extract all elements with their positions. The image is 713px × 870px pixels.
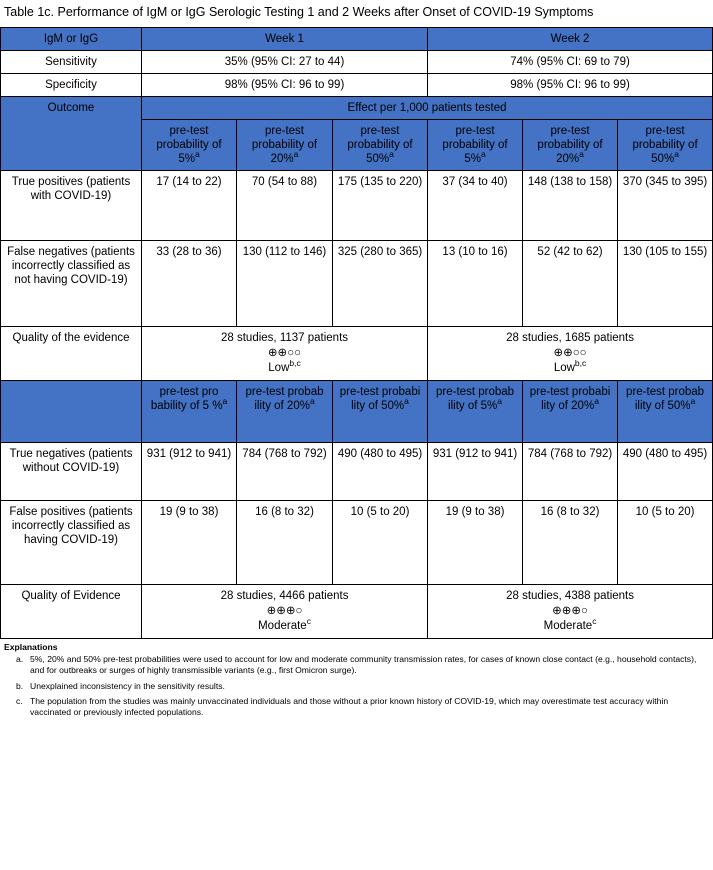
specificity-week2: 98% (95% CI: 96 to 99)	[428, 73, 713, 96]
explanation-text-b: Unexplained inconsistency in the sensitivity results.	[30, 680, 225, 691]
pretest2-header-w1-5: pre-test pro bability of 5 %$^a$	[142, 380, 237, 442]
false-positives-w2-20: 16 (8 to 32)	[523, 500, 618, 584]
explanation-marker-a: a.	[16, 654, 24, 665]
false-negatives-w1-20: 130 (112 to 146)	[237, 240, 333, 326]
explanation-marker-b: b.	[16, 680, 24, 691]
table-caption: Table 1c. Performance of IgM or IgG Serologic Testing 1 and 2 Weeks after Onset of COVID-19 Symptoms	[4, 5, 594, 19]
pretest2-header-w1-20: pre-test probab ility of 20%$^a$	[237, 380, 333, 442]
false-negatives-w1-5: 33 (28 to 36)	[142, 240, 237, 326]
quality-evidence-1-week1: 28 studies, 1137 patients ⊕⊕○○ Low$^{b,c}$	[142, 326, 428, 380]
true-negatives-w1-50: 490 (480 to 495)	[333, 442, 428, 500]
true-positives-w1-20: 70 (54 to 88)	[237, 170, 333, 240]
true-negatives-w2-50: 490 (480 to 495)	[618, 442, 713, 500]
true-negatives-w1-5: 931 (912 to 941)	[142, 442, 237, 500]
week1-header: Week 1	[142, 27, 428, 50]
pretest-header-w1-5: pre-test probability of 5%$^a$	[142, 119, 237, 170]
blank-header-cell	[1, 380, 142, 442]
table-row-quality-evidence-2	[1, 584, 713, 638]
pretest2-header-w2-5: pre-test probab ility of 5%$^a$	[428, 380, 523, 442]
false-positives-w2-50: 10 (5 to 20)	[618, 500, 713, 584]
pretest-header-row-2	[1, 380, 713, 442]
pretest2-header-w2-50: pre-test probab ility of 50%$^a$	[618, 380, 713, 442]
false-negatives-w2-50: 130 (105 to 155)	[618, 240, 713, 326]
explanation-text-c: The population from the studies was mainly unvaccinated individuals and those without a prior known history of COVID-19, which may overestimate test accuracy within vaccinated or previously infected populations.	[30, 696, 669, 718]
row-label-specificity: Specificity	[1, 73, 142, 96]
pretest-header-w2-20: pre-test probability of 20%$^a$	[523, 119, 618, 170]
false-positives-w2-5: 19 (9 to 38)	[428, 500, 523, 584]
row-label-quality-evidence-1: Quality of the evidence	[1, 326, 142, 380]
true-negatives-w2-5: 931 (912 to 941)	[428, 442, 523, 500]
week2-header: Week 2	[428, 27, 713, 50]
explanation-item	[4, 696, 707, 723]
quality-evidence-1-week2: 28 studies, 1685 patients ⊕⊕○○ Low$^{b,c}$	[428, 326, 713, 380]
row-label-quality-evidence-2: Quality of Evidence	[1, 584, 142, 638]
false-positives-w1-5: 19 (9 to 38)	[142, 500, 237, 584]
quality-evidence-2-week1: 28 studies, 4466 patients ⊕⊕⊕○ Moderate$^c$	[142, 584, 428, 638]
row-label-true-positives: True positives (patients with COVID-19)	[1, 170, 142, 240]
table-row-specificity	[1, 73, 713, 96]
outcome-header: Outcome	[1, 96, 142, 170]
explanation-item	[4, 654, 707, 681]
week-header-row	[1, 27, 713, 50]
quality-evidence-2-week2: 28 studies, 4388 patients ⊕⊕⊕○ Moderate$^c$	[428, 584, 713, 638]
true-positives-w1-50: 175 (135 to 220)	[333, 170, 428, 240]
pretest-header-w1-50: pre-test probability of 50%$^a$	[333, 119, 428, 170]
true-negatives-w1-20: 784 (768 to 792)	[237, 442, 333, 500]
sensitivity-week2: 74% (95% CI: 69 to 79)	[428, 50, 713, 73]
table-row-quality-evidence-1	[1, 326, 713, 380]
table-row-false-negatives	[1, 240, 713, 326]
specificity-week1: 98% (95% CI: 96 to 99)	[142, 73, 428, 96]
row-label-true-negatives: True negatives (patients without COVID-19)	[1, 442, 142, 500]
explanations-section	[0, 639, 713, 723]
table-row-true-negatives	[1, 442, 713, 500]
pretest2-header-w1-50: pre-test probabi lity of 50%$^a$	[333, 380, 428, 442]
true-positives-w2-20: 148 (138 to 158)	[523, 170, 618, 240]
false-positives-w1-50: 10 (5 to 20)	[333, 500, 428, 584]
table-row-false-positives	[1, 500, 713, 584]
test-type-header: IgM or IgG	[1, 27, 142, 50]
false-negatives-w1-50: 325 (280 to 365)	[333, 240, 428, 326]
true-positives-w2-50: 370 (345 to 395)	[618, 170, 713, 240]
false-negatives-w2-5: 13 (10 to 16)	[428, 240, 523, 326]
explanation-item	[4, 681, 707, 696]
false-positives-w1-20: 16 (8 to 32)	[237, 500, 333, 584]
pretest-header-w1-20: pre-test probability of 20%$^a$	[237, 119, 333, 170]
row-label-false-negatives: False negatives (patients incorrectly classified as not having COVID-19)	[1, 240, 142, 326]
pretest-header-w2-50: pre-test probability of 50%$^a$	[618, 119, 713, 170]
false-negatives-w2-20: 52 (42 to 62)	[523, 240, 618, 326]
true-negatives-w2-20: 784 (768 to 792)	[523, 442, 618, 500]
row-label-false-positives: False positives (patients incorrectly classified as having COVID-19)	[1, 500, 142, 584]
explanations-list	[4, 654, 707, 723]
true-positives-w1-5: 17 (14 to 22)	[142, 170, 237, 240]
performance-table	[0, 27, 713, 639]
table-row-true-positives	[1, 170, 713, 240]
row-label-sensitivity: Sensitivity	[1, 50, 142, 73]
true-positives-w2-5: 37 (34 to 40)	[428, 170, 523, 240]
explanation-marker-c: c.	[16, 696, 23, 707]
sensitivity-week1: 35% (95% CI: 27 to 44)	[142, 50, 428, 73]
pretest-header-w2-5: pre-test probability of 5%$^a$	[428, 119, 523, 170]
explanation-text-a: 5%, 20% and 50% pre-test probabilities were used to account for low and moderate community transmission rates, for cases of known close contact (e.g., household contacts), and for outbreaks or surges of highly transmissible variants (e.g., first Omicron surge).	[30, 654, 697, 676]
pretest2-header-w2-20: pre-test probabi lity of 20%$^a$	[523, 380, 618, 442]
effect-header-row	[1, 96, 713, 119]
table-row-sensitivity	[1, 50, 713, 73]
explanations-title: Explanations	[4, 641, 58, 652]
effect-per-1000-header: Effect per 1,000 patients tested	[142, 96, 713, 119]
